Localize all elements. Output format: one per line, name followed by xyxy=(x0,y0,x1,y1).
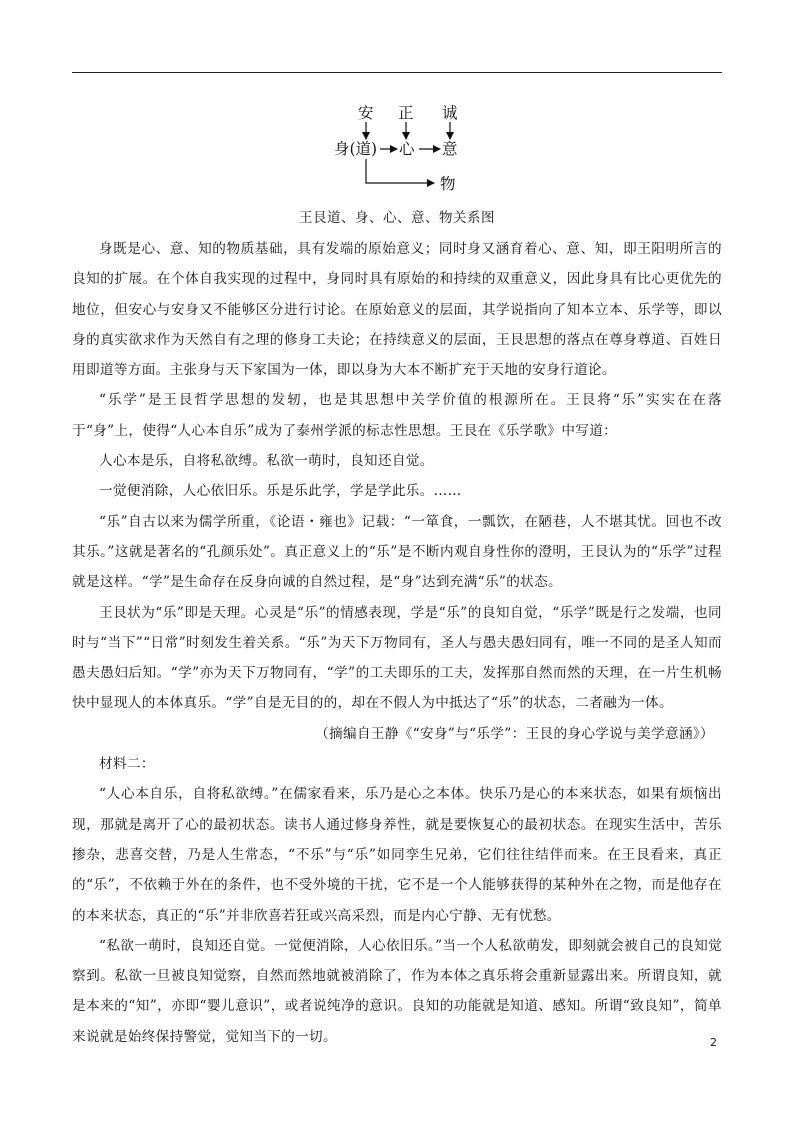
paragraph: “乐学”是王艮哲学思想的发轫，也是其思想中关学价值的根源所在。王艮将“乐”实实在在落于“身”上，使得“人心本自乐”成为了泰州学派的标志性思想。王艮在《乐学歌》中写道： xyxy=(72,392,722,439)
paragraph: “人心本自乐，自将私欲缚。”在儒家看来，乐乃是心之本体。快乐乃是心的本来状态，如果有烦恼出现，那就是离开了心的最初状态。读书人通过修身养性，就是要恢复心的最初状态。在现实生活中，苦乐掺杂，悲喜交替，乃是人生常态，“不乐”与“乐”如同孪生兄弟，它们往往结伴而来。在王艮看来，真正的“乐”，不依赖于外在的条件，也不受外境的干扰，它不是一个人能够获得的某种外在之物，而是他存在的本来状态，真正的“乐”并非欣喜若狂或兴高采烈，而是内心宁静、无有忧愁。 xyxy=(72,786,722,924)
paragraph: “私欲一萌时，良知还自觉。一觉便消除，人心依旧乐。”当一个人私欲萌发，即刻就会被自己的良知觉察到。私欲一旦被良知觉察，自然而然地就被消除了，作为本体之真乐将会重新显露出来。所谓良知，就是本来的“知”，亦即“婴儿意识”，或者说纯净的意识。良知的功能就是知道、感知。所谓“致良知”，简单来说就是始终保持警觉，觉知当下的一切。 xyxy=(72,937,722,1045)
diagram-label-shen-dao: 身(道) xyxy=(334,140,378,158)
poem-line: 一觉便消除，人心依旧乐。乐是乐此学，学是学此乐。…… xyxy=(99,483,462,500)
poem-line: 人心本是乐，自将私欲缚。私欲一萌时，良知还自觉。 xyxy=(99,453,434,470)
diagram-label-xin: 心 xyxy=(399,140,415,158)
relationship-diagram xyxy=(0,0,794,210)
material-heading: 材料二： xyxy=(99,756,155,773)
diagram-label-cheng: 诚 xyxy=(442,104,458,122)
arrow-shen-to-wu xyxy=(366,159,434,183)
diagram-caption: 王艮道、身、心、意、物关系图 xyxy=(299,210,495,226)
diagram-label-zheng: 正 xyxy=(398,104,414,122)
paragraph: “乐”自古以来为儒学所重，《论语・雍也》记载：“一箪食，一瓢饮，在陋巷，人不堪其忧。回也不改其乐。”这就是著名的“孔颜乐处”。真正意义上的“乐”是不断内观自身性你的澄明，王艮认为的“乐学”过程就是这样。“学”是生命存在反身向诚的自然过程，是“身”达到充满“乐”的状态。 xyxy=(72,513,722,591)
diagram-label-wu: 物 xyxy=(440,175,456,193)
diagram-label-an: 安 xyxy=(358,104,374,122)
source-citation: （摘编自王静《“安身”与“乐学”：王艮的身心学说与美学意涵》） xyxy=(315,725,714,742)
paragraph: 王艮状为“乐”即是天理。心灵是“乐”的情感表现，学是“乐”的良知自觉，“乐学”既是行之发端，也同时与“当下”“日常”时刻发生着关系。“乐”为天下万物同有，圣人与愚夫愚妇同有，唯一不同的是圣人知而愚夫愚妇后知。“学”亦为天下万物同有，“学”的工夫即乐的工夫，发挥那自然而然的天理，在一片生机畅快中显现人的本体真乐。“学”自是无目的的，却在不假人为中抵达了“乐”的状态，二者融为一体。 xyxy=(72,604,722,712)
diagram-label-yi: 意 xyxy=(442,140,458,158)
page-number: 2 xyxy=(710,1036,717,1049)
paragraph: 身既是心、意、知的物质基础，具有发端的原始意义；同时身又涵育着心、意、知，即王阳明所言的良知的扩展。在个体自我实现的过程中，身同时具有原始的和持续的双重意义，因此身具有比心更优先的地位，但安心与安身又不能够区分进行讨论。在原始意义的层面，其学说指向了知本立本、乐学等，即以身的真实欲求作为天然自有之理的修身工夫论；在持续意义的层面，王艮思想的落点在尊身尊道、百姓日用即道等方面。主张身与天下家国为一体，即以身为大本不断扩充于天地的安身行道论。 xyxy=(72,241,722,379)
article-body xyxy=(72,234,722,1052)
